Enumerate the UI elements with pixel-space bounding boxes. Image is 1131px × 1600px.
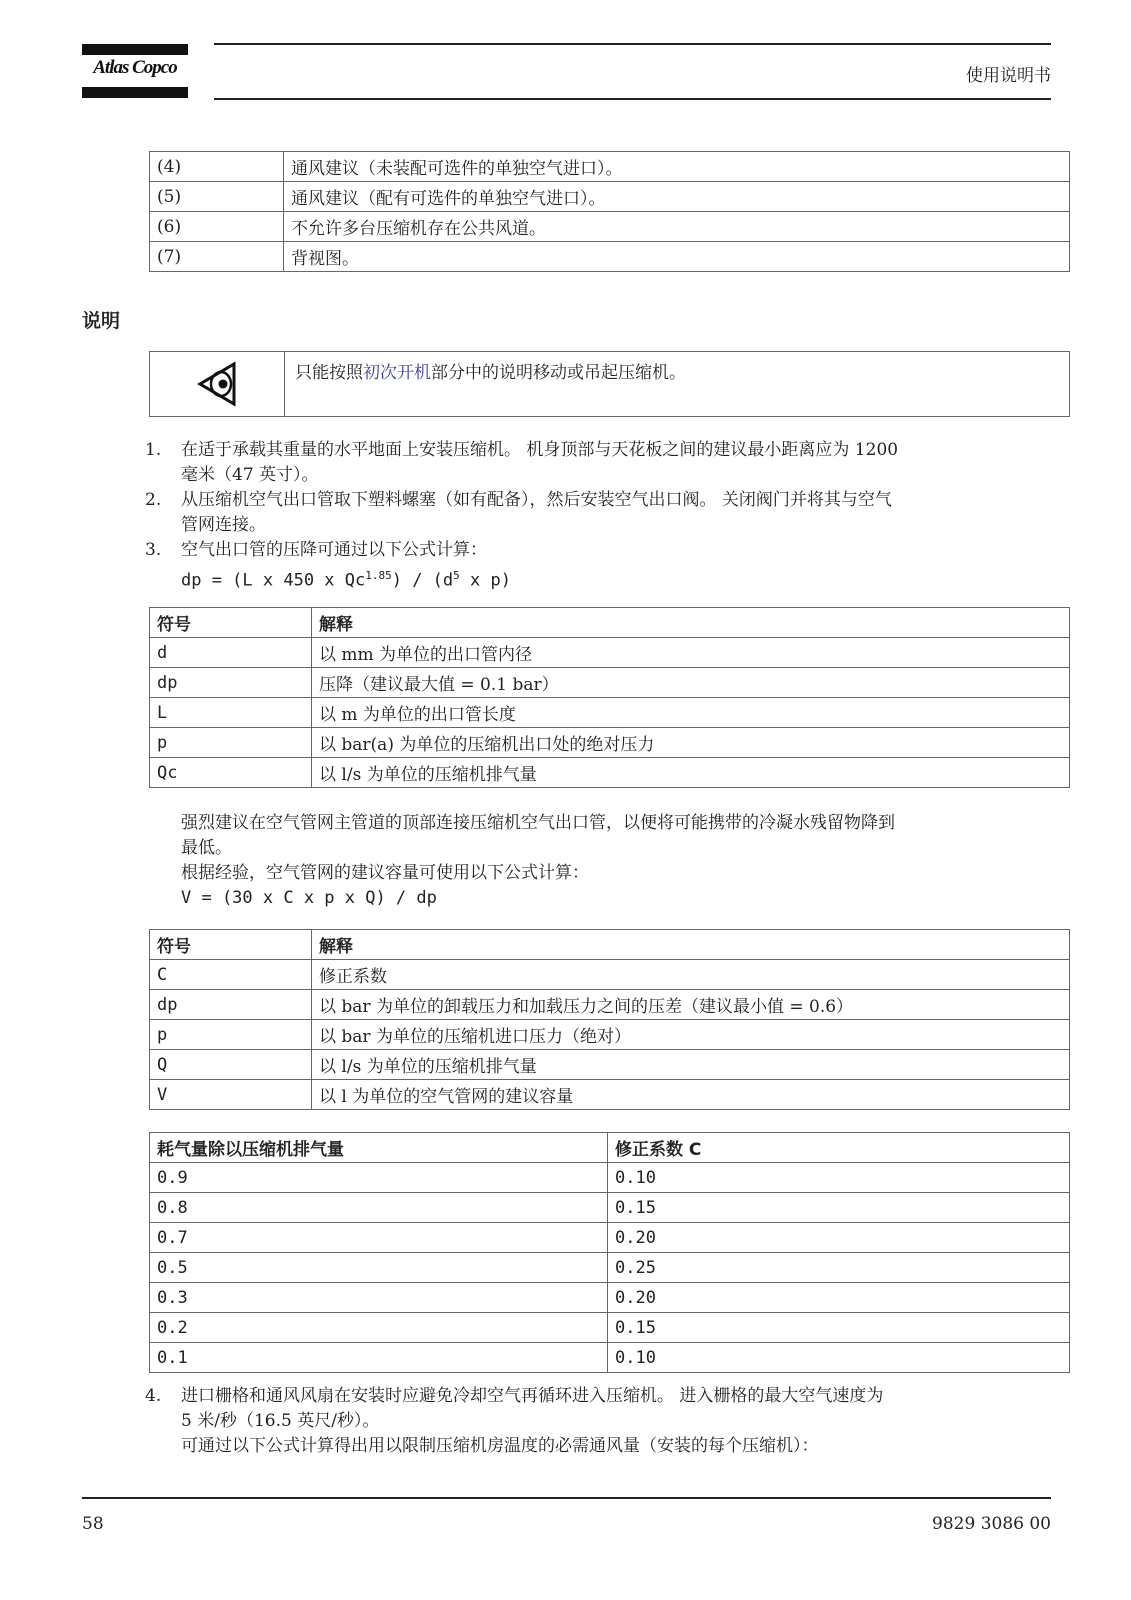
table-row: 0.7 0.20 — [150, 1223, 1070, 1253]
table-row: V 以 l 为单位的空气管网的建议容量 — [150, 1080, 1070, 1110]
table-row: L 以 m 为单位的出口管长度 — [150, 698, 1070, 728]
legend-code: (7) — [150, 242, 284, 272]
legend-code: (5) — [150, 182, 284, 212]
table-row: dp 压降（建议最大值 = 0.1 bar） — [150, 668, 1070, 698]
table-row: p 以 bar(a) 为单位的压缩机出口处的绝对压力 — [150, 728, 1070, 758]
symbol-table-1 — [149, 607, 1070, 788]
table-row: 0.8 0.15 — [150, 1193, 1070, 1223]
legend-text: 通风建议（未装配可选件的单独空气进口）。 — [284, 152, 1070, 182]
table-row: 0.3 0.20 — [150, 1283, 1070, 1313]
document-number: 9829 3086 00 — [932, 1514, 1051, 1534]
table-row: Q 以 l/s 为单位的压缩机排气量 — [150, 1050, 1070, 1080]
first-startup-link[interactable]: 初次开机 — [363, 363, 431, 383]
legend-code: (4) — [150, 152, 284, 182]
note-text: 只能按照初次开机部分中的说明移动或吊起压缩机。 — [295, 363, 686, 383]
document-title: 使用说明书 — [966, 66, 1051, 86]
logo-bar-top — [82, 44, 188, 55]
table-row: dp 以 bar 为单位的卸载压力和加载压力之间的压差（建议最小值 = 0.6） — [150, 990, 1070, 1020]
section-title: 说明 — [82, 310, 121, 332]
table-row — [150, 152, 1070, 182]
table-row — [150, 182, 1070, 212]
table-header-row: 符号 解释 — [150, 930, 1070, 960]
note-icon-cell — [150, 352, 285, 416]
header-rule-top — [214, 43, 1051, 45]
table-row: d 以 mm 为单位的出口管内径 — [150, 638, 1070, 668]
table-row — [150, 212, 1070, 242]
pressure-drop-formula: dp = (L x 450 x $Qc^{1.85}) / (d^5$ x p) — [181, 569, 511, 591]
table-row: 0.2 0.15 — [150, 1313, 1070, 1343]
table-row: 0.9 0.10 — [150, 1163, 1070, 1193]
symbol-table-2 — [149, 929, 1070, 1110]
logo-wordmark: Atlas Copco — [93, 57, 177, 78]
footer-rule — [82, 1497, 1051, 1499]
table-row: C 修正系数 — [150, 960, 1070, 990]
header-rule-bottom — [214, 98, 1051, 100]
legend-code: (6) — [150, 212, 284, 242]
table-row: p 以 bar 为单位的压缩机进口压力（绝对） — [150, 1020, 1070, 1050]
recommendation-paragraph: 强烈建议在空气管网主管道的顶部连接压缩机空气出口管，以便将可能携带的冷凝水残留物降到 最低。 根据经验，空气管网的建议容量可使用以下公式计算： V = (30 x C x p x Q) / dp — [181, 811, 1051, 911]
table-row: Qc 以 l/s 为单位的压缩机排气量 — [150, 758, 1070, 788]
eye-warning-icon — [194, 360, 242, 408]
page-number: 58 — [82, 1514, 104, 1534]
table-header-row: 耗气量除以压缩机排气量 修正系数 C — [150, 1133, 1070, 1163]
volume-formula: V = (30 x C x p x Q) / dp — [181, 888, 437, 908]
note-box — [149, 351, 1070, 417]
legend-table — [149, 151, 1070, 272]
legend-text: 背视图。 — [284, 242, 1070, 272]
atlas-copco-logo — [82, 44, 188, 98]
legend-text: 不允许多台压缩机存在公共风道。 — [284, 212, 1070, 242]
table-row — [150, 242, 1070, 272]
correction-factor-table — [149, 1132, 1070, 1373]
table-header-row: 符号 解释 — [150, 608, 1070, 638]
table-row: 0.1 0.10 — [150, 1343, 1070, 1373]
logo-bar-bottom — [82, 87, 188, 98]
table-row: 0.5 0.25 — [150, 1253, 1070, 1283]
legend-text: 通风建议（配有可选件的单独空气进口）。 — [284, 182, 1070, 212]
